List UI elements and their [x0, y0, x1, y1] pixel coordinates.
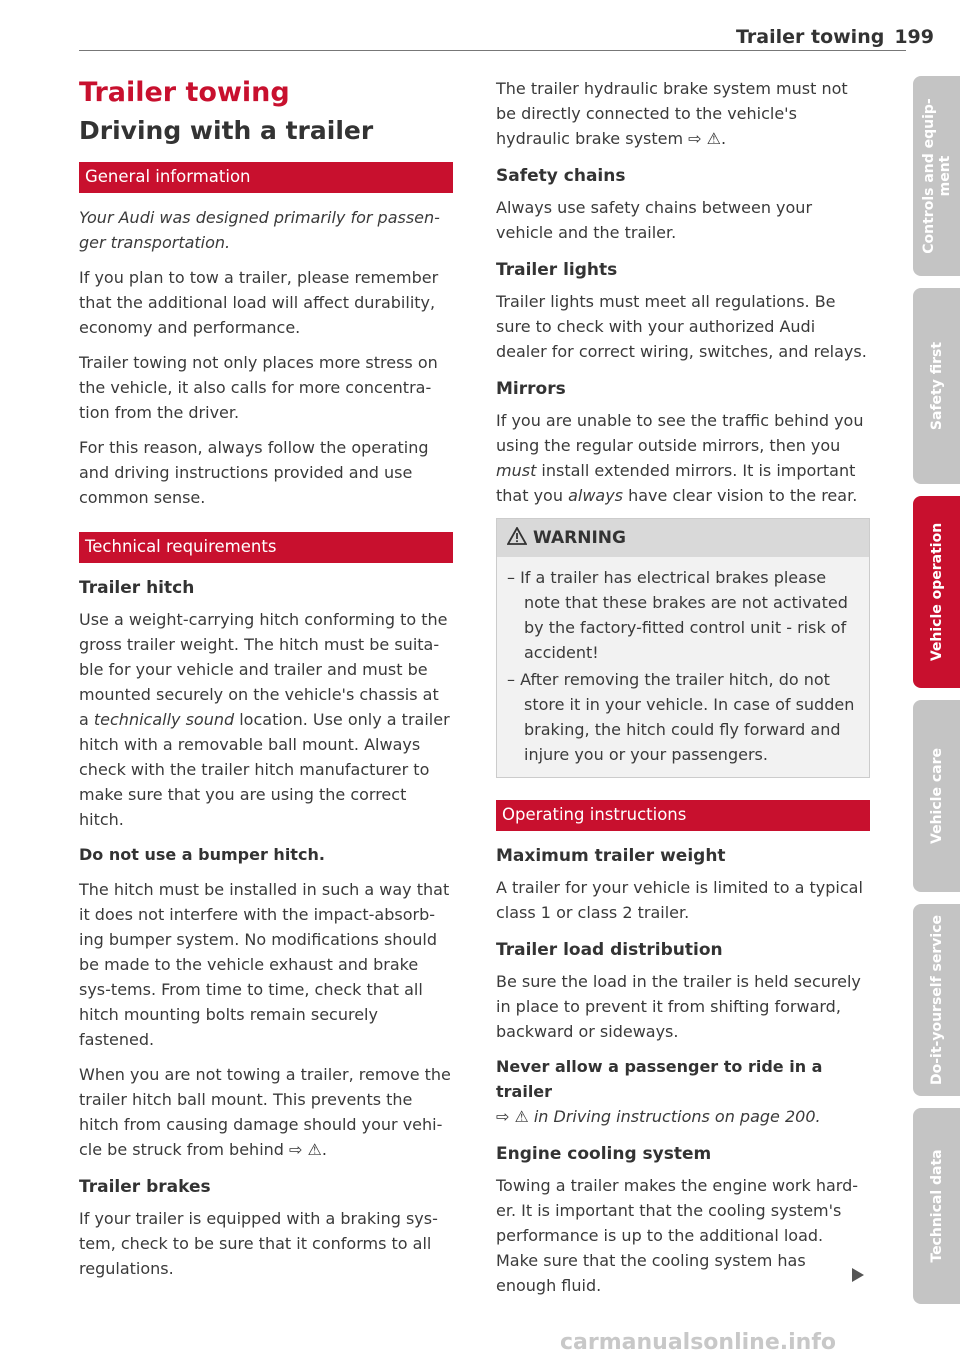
load-distribution-text: Be sure the load in the trailer is held securely in place to prevent it from shifting forward, backward or sideways. [496, 972, 861, 1041]
warning-reference-link[interactable]: ⇨ ⚠ [496, 1107, 529, 1126]
continue-arrow-icon [852, 1268, 864, 1282]
tab-label: Do-it-yourself service [928, 914, 945, 1086]
mirrors-heading: Mirrors [496, 379, 566, 399]
trailer-hitch-heading: Trailer hitch [79, 578, 195, 598]
section-title: Driving with a trailer [79, 116, 374, 145]
trailer-lights-text: Trailer lights must meet all regulations. Be sure to check with your authorized Audi dealer for correct wiring, switches, and relays. [496, 292, 867, 361]
warning-list [497, 557, 869, 777]
trailer-hitch-text: Use a weight-carrying hitch conforming to the gross trailer weight. The hitch must be suita-ble for your vehicle and trailer and must be mounted securely on the vehicle's chassis at a technically sound location. Use only a trailer hitch with a removable ball mount. Always check with the trailer hitch manufacturer to make sure that you are using the correct hitch. [79, 610, 450, 829]
bumper-hitch-heading: Do not use a bumper hitch. [79, 845, 325, 864]
trailer-brakes-heading: Trailer brakes [79, 1177, 211, 1197]
running-head-title: Trailer towing [736, 26, 885, 48]
tab-label: Vehicle operation [928, 522, 945, 662]
tab-safety-first[interactable] [913, 288, 960, 484]
tab-technical-data[interactable] [913, 1108, 960, 1304]
tab-do-it-yourself-service[interactable] [913, 904, 960, 1096]
left-column [79, 76, 453, 1291]
warning-item: – After removing the trailer hitch, do not store it in your vehicle. In case of sudden braking, the hitch could fly forward and injure you or your passengers. [507, 670, 855, 764]
tab-label: Technical data [928, 1149, 945, 1263]
chapter-title: Trailer towing [79, 77, 290, 108]
tab-label: Vehicle care [928, 748, 945, 844]
warning-reference-link[interactable]: ⇨ ⚠. [688, 129, 727, 148]
engine-cooling-text: Towing a trailer makes the engine work hard-er. It is important that the cooling system's performance is up to the additional load. Make sure that the cooling system has enough fluid. [496, 1176, 859, 1295]
tab-label: Controls and equip- ment [920, 98, 953, 254]
watermark: carmanualsonline.info [560, 1330, 836, 1355]
header-rule [79, 50, 906, 51]
warning-reference-link[interactable]: ⇨ ⚠. [289, 1140, 327, 1159]
tab-vehicle-operation[interactable] [913, 496, 960, 688]
max-trailer-weight-text: A trailer for your vehicle is limited to a typical class 1 or class 2 trailer. [496, 878, 863, 922]
safety-chains-heading: Safety chains [496, 166, 626, 186]
running-head [736, 26, 934, 48]
operating-instructions-bar: Operating instructions [496, 800, 870, 831]
warning-box [496, 518, 870, 778]
warning-triangle-icon [507, 527, 533, 550]
trailer-brakes-text: If your trailer is equipped with a braking sys-tem, check to be sure that it conforms to all regulations. [79, 1209, 438, 1278]
tab-controls-and-equipment[interactable] [913, 76, 960, 276]
trailer-lights-heading: Trailer lights [496, 260, 618, 280]
warning-item: – If a trailer has electrical brakes please note that these brakes are not activated by the factory-fitted control unit - risk of accident! [507, 568, 848, 662]
technical-requirements-bar: Technical requirements [79, 532, 453, 563]
intro-text: Your Audi was designed primarily for passen-ger transportation. [79, 208, 440, 252]
max-trailer-weight-heading: Maximum trailer weight [496, 846, 726, 866]
bumper-text: The hitch must be installed in such a way that it does not interfere with the impact-absorb-ing bumper system. No modifications should be made to the vehicle exhaust and brake sys-tems. From time to time, check that all hitch mounting bolts remain securely fastened. [79, 880, 450, 1049]
tab-vehicle-care[interactable] [913, 700, 960, 892]
paragraph: If you plan to tow a trailer, please remember that the additional load will affect durability, economy and performance. [79, 268, 439, 337]
mirrors-text: If you are unable to see the traffic behind you using the regular outside mirrors, then you must install extended mirrors. It is important that you always have clear vision to the rear. [496, 411, 864, 505]
right-column [496, 76, 870, 1308]
paragraph: For this reason, always follow the operating and driving instructions provided and use common sense. [79, 438, 429, 507]
passenger-reference: ⇨ ⚠ in Driving instructions on page 200. [496, 1107, 821, 1126]
safety-chains-text: Always use safety chains between your vehicle and the trailer. [496, 198, 813, 242]
passenger-heading: Never allow a passenger to ride in a trailer [496, 1057, 823, 1101]
paragraph: Trailer towing not only places more stress on the vehicle, it also calls for more concentra-tion from the driver. [79, 353, 438, 422]
hydraulic-text: The trailer hydraulic brake system must not be directly connected to the vehicle's hydraulic brake system ⇨ ⚠. [496, 79, 848, 148]
general-information-bar: General information [79, 162, 453, 193]
load-distribution-heading: Trailer load distribution [496, 940, 723, 960]
warning-title: WARNING [533, 528, 626, 548]
engine-cooling-heading: Engine cooling system [496, 1144, 712, 1164]
tab-label: Safety first [928, 341, 945, 431]
warning-header [497, 519, 869, 557]
page-number: 199 [894, 26, 934, 48]
remove-hitch-text: When you are not towing a trailer, remove the trailer hitch ball mount. This prevents the hitch from causing damage should your vehi-cle be struck from behind ⇨ ⚠. [79, 1065, 451, 1159]
